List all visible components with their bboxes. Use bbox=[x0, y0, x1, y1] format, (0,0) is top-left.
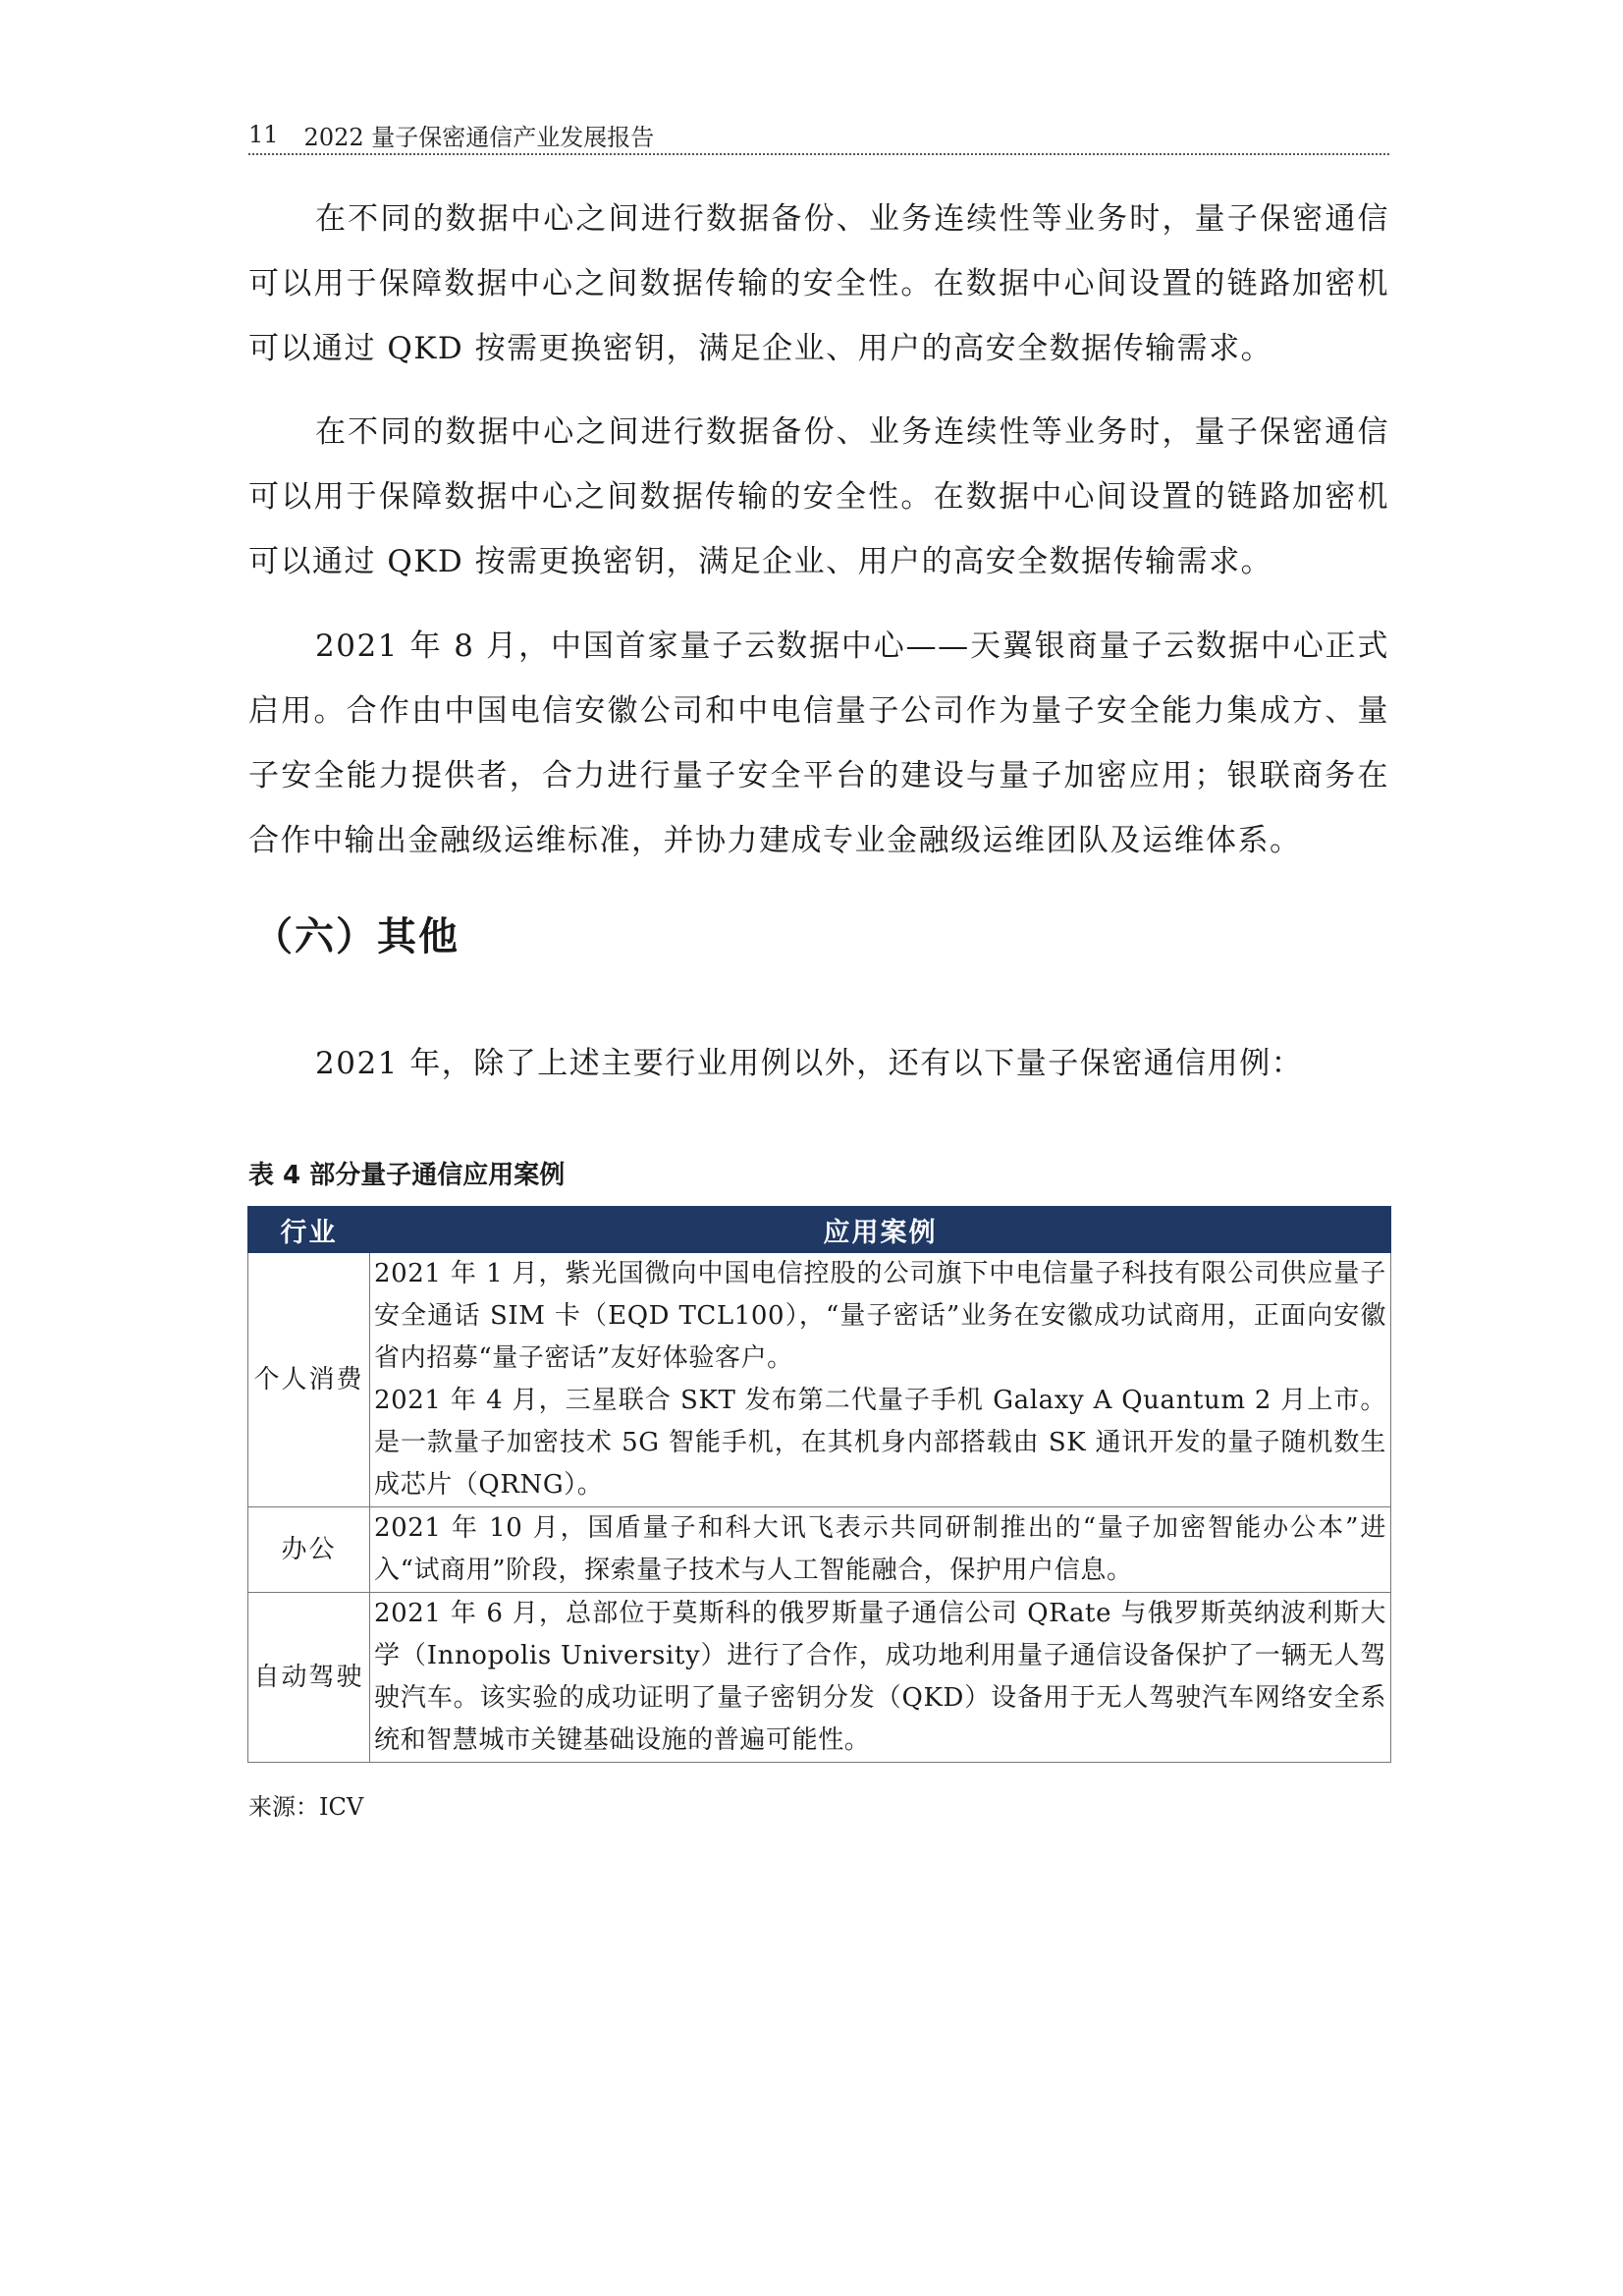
industry-cell: 个人消费 bbox=[248, 1253, 370, 1507]
case-item: 2021 年 6 月，总部位于莫斯科的俄罗斯量子通信公司 QRate 与俄罗斯英纳波利斯大学（Innopolis University）进行了合作，成功地利用量子通信设备保护了一辆无人驾驶汽车。该实验的成功证明了量子密钥分发（QKD）设备用于无人驾驶汽车网络安全系统和智慧城市关键基础设施的普遍可能性。 bbox=[374, 1599, 1386, 1755]
industry-cell: 办公 bbox=[248, 1507, 370, 1593]
section-heading: （六）其他 bbox=[253, 914, 460, 959]
case-item: 2021 年 1 月，紫光国微向中国电信控股的公司旗下中电信量子科技有限公司供应量子安全通话 SIM 卡（EQD TCL100），“量子密话”业务在安徽成功试商用，正面向安徽省内招募“量子密话”友好体验客户。 bbox=[374, 1259, 1386, 1373]
paragraph-1: 在不同的数据中心之间进行数据备份、业务连续性等业务时，量子保密通信可以用于保障数据中心之间数据传输的安全性。在数据中心间设置的链路加密机可以通过 QKD 按需更换密钥，满足企业、用户的高安全数据传输需求。 bbox=[248, 201, 1389, 366]
cases-cell bbox=[370, 1253, 1391, 1507]
table-row bbox=[248, 1507, 1391, 1593]
paragraph-2: 在不同的数据中心之间进行数据备份、业务连续性等业务时，量子保密通信可以用于保障数据中心之间数据传输的安全性。在数据中心间设置的链路加密机可以通过 QKD 按需更换密钥，满足企业、用户的高安全数据传输需求。 bbox=[248, 414, 1389, 579]
report-title: 2022 量子保密通信产业发展报告 bbox=[303, 123, 655, 151]
intro-paragraph: 2021 年，除了上述主要行业用例以外，还有以下量子保密通信用例： bbox=[315, 1046, 1304, 1081]
paragraph-3: 2021 年 8 月，中国首家量子云数据中心——天翼银商量子云数据中心正式启用。合作由中国电信安徽公司和中电信量子公司作为量子安全能力集成方、量子安全能力提供者，合力进行量子安全平台的建设与量子加密应用；银联商务在合作中输出金融级运维标准，并协力建成专业金融级运维团队及运维体系。 bbox=[248, 629, 1389, 858]
case-item: 2021 年 10 月，国盾量子和科大讯飞表示共同研制推出的“量子加密智能办公本”进入“试商用”阶段，探索量子技术与人工智能融合，保护用户信息。 bbox=[374, 1513, 1386, 1585]
table-row bbox=[248, 1253, 1391, 1507]
header-industry: 行业 bbox=[248, 1207, 370, 1253]
application-cases-table bbox=[247, 1206, 1391, 1763]
header-cases: 应用案例 bbox=[370, 1207, 1391, 1253]
table-source: 来源：ICV bbox=[248, 1793, 364, 1821]
table-header-row bbox=[248, 1207, 1391, 1253]
table-row bbox=[248, 1593, 1391, 1763]
case-item: 2021 年 4 月，三星联合 SKT 发布第二代量子手机 Galaxy A Quantum 2 月上市。是一款量子加密技术 5G 智能手机，在其机身内部搭载由 SK 通讯开发的量子随机数生成芯片（QRNG）。 bbox=[374, 1386, 1386, 1500]
table-caption: 表 4 部分量子通信应用案例 bbox=[248, 1161, 566, 1190]
cases-cell bbox=[370, 1593, 1391, 1763]
cases-cell bbox=[370, 1507, 1391, 1593]
page-header bbox=[248, 116, 1389, 155]
industry-cell: 自动驾驶 bbox=[248, 1593, 370, 1763]
page-number: 11 bbox=[248, 121, 279, 148]
